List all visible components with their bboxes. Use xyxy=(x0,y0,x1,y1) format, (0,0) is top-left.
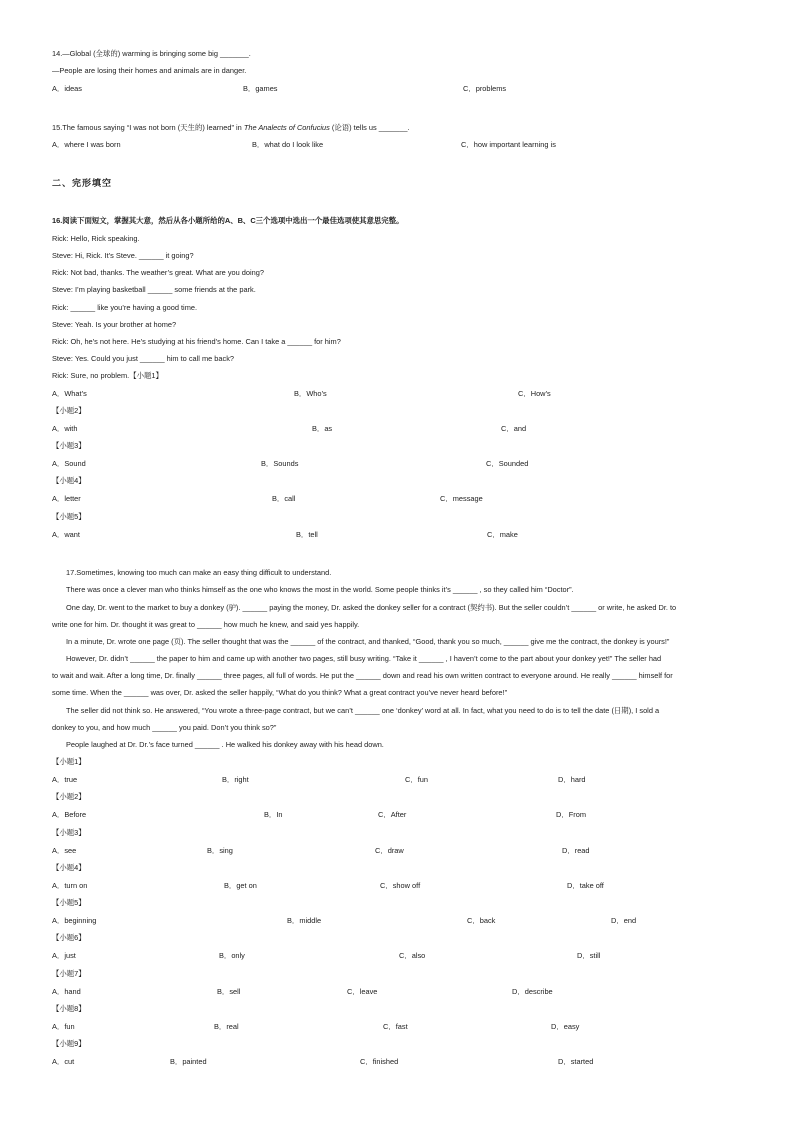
q17-item7-option-c: C．leave xyxy=(347,987,378,996)
q17-item6-option-c: C．also xyxy=(399,951,426,960)
q16-item3-option-c: C．Sounded xyxy=(486,459,529,468)
q17-passage-line: In a minute, Dr. wrote one page (页). The seller thought that was the ______ of the contract, and thanked, “Good, thank you so much, ______ give me the contract, the donkey is yours!” xyxy=(66,637,670,646)
q15-option-b: B．what do I look like xyxy=(252,140,324,149)
q16-item4-option-b: B．call xyxy=(272,494,296,503)
q16-item5-option-a: A．want xyxy=(52,530,80,539)
q16-item2-option-b: B．as xyxy=(312,424,333,433)
q16-dialogue-line: Rick: ______ like you’re having a good time. xyxy=(52,303,198,312)
q17-item1-option-a: A．true xyxy=(52,775,78,784)
q17-item7-option-a: A．hand xyxy=(52,987,81,996)
q15-option-c: C．how important learning is xyxy=(461,140,556,149)
q17-item5-option-c: C．back xyxy=(467,916,496,925)
q17-item1-option-b: B．right xyxy=(222,775,249,784)
q16-item3-option-a: A．Sound xyxy=(52,459,86,468)
q16-dialogue-line: Steve: Hi, Rick. It’s Steve. ______ it going? xyxy=(52,251,194,260)
q17-item6-option-d: D．still xyxy=(577,951,601,960)
q17-passage-line: There was once a clever man who thinks himself as the one who knows the most in the world. Some people thinks it’s ______ , so they called him “Doctor”. xyxy=(66,585,574,594)
q17-item5-label: 【小题5】 xyxy=(52,898,86,907)
q17-item5-option-b: B．middle xyxy=(287,916,322,925)
q14-option-b: B．games xyxy=(243,84,278,93)
q16-item3-label: 【小题3】 xyxy=(52,441,86,450)
q16-item2-label: 【小题2】 xyxy=(52,406,86,415)
q16-item5-label: 【小题5】 xyxy=(52,512,86,521)
q17-passage-line: 17.Sometimes, knowing too much can make an easy thing difficult to understand. xyxy=(66,568,332,577)
q17-item7-option-d: D．describe xyxy=(512,987,553,996)
q16-item4-option-c: C．message xyxy=(440,494,483,503)
q17-item9-option-d: D．started xyxy=(558,1057,594,1066)
q17-passage-line: However, Dr. didn’t ______ the paper to him and came up with another two pages, still busy writing. “Take it ______ , I haven’t come to the part about your donkey yet!” The seller had xyxy=(66,654,662,663)
q17-item5-option-d: D．end xyxy=(611,916,637,925)
q17-item4-option-a: A．turn on xyxy=(52,881,88,890)
q16-item5-option-b: B．tell xyxy=(296,530,318,539)
q17-item8-option-b: B．real xyxy=(214,1022,239,1031)
q17-item7-option-b: B．sell xyxy=(217,987,241,996)
q17-item4-label: 【小题4】 xyxy=(52,863,86,872)
q16-item4-option-a: A．letter xyxy=(52,494,81,503)
q16-item1-option-a: A．What’s xyxy=(52,389,87,398)
q16-dialogue-line: Steve: Yeah. Is your brother at home? xyxy=(52,320,177,329)
q17-item6-label: 【小题6】 xyxy=(52,933,86,942)
q17-passage-line: write one for him. Dr. thought it was great to ______ how much he knew, and said yes happily. xyxy=(52,620,360,629)
q16-item1-option-c: C．How’s xyxy=(518,389,551,398)
q16-dialogue-line: Steve: Yes. Could you just ______ him to call me back? xyxy=(52,354,235,363)
q17-item2-option-c: C．After xyxy=(378,810,407,819)
q17-passage-line: The seller did not think so. He answered, “You wrote a three-page contract, but we can’t ______ one ‘donkey’ word at all. In fact, what you need to do is to tell the date (日期), I sold a xyxy=(66,706,660,715)
q15-stem-a: 15.The famous saying “I was not born (天生的) learned” in xyxy=(52,123,244,132)
q17-item8-option-d: D．easy xyxy=(551,1022,580,1031)
q16-intro: 16.阅读下面短文，掌握其大意，然后从各小题所给的A、B、C三个选项中选出一个最佳选项使其意思完整。 xyxy=(52,216,404,225)
q16-item2-option-a: A．with xyxy=(52,424,78,433)
q17-passage-line: People laughed at Dr. Dr.’s face turned ______ . He walked his donkey away with his head down. xyxy=(66,740,384,749)
q17-item2-option-b: B．In xyxy=(264,810,283,819)
q17-passage-line: donkey to you, and how much ______ you paid. Don’t you think so?” xyxy=(52,723,277,732)
q17-item9-option-a: A．cut xyxy=(52,1057,75,1066)
q17-item3-label: 【小题3】 xyxy=(52,828,86,837)
q15-stem-b: (论语) tells us _______. xyxy=(329,123,410,132)
q17-item4-option-c: C．show off xyxy=(380,881,421,890)
q17-item1-label: 【小题1】 xyxy=(52,757,86,766)
q16-item4-label: 【小题4】 xyxy=(52,476,86,485)
q17-item9-option-c: C．finished xyxy=(360,1057,399,1066)
q17-item2-option-d: D．From xyxy=(556,810,586,819)
q17-item2-label: 【小题2】 xyxy=(52,792,86,801)
q16-item1-option-b: B．Who’s xyxy=(294,389,327,398)
q17-passage-line: some time. When the ______ was over, Dr. asked the seller happily, “What do you think? What a great contract you’ve never heard before!” xyxy=(52,688,508,697)
q14-option-a: A．ideas xyxy=(52,84,82,93)
section-heading: 二、完形填空 xyxy=(52,179,113,189)
q14-line2: —People are losing their homes and animals are in danger. xyxy=(52,66,247,75)
q17-item8-label: 【小题8】 xyxy=(52,1004,86,1013)
q17-item3-option-b: B．sing xyxy=(207,846,233,855)
q17-item6-option-b: B．only xyxy=(219,951,245,960)
q17-item4-option-d: D．take off xyxy=(567,881,604,890)
q15-option-a: A．where I was born xyxy=(52,140,121,149)
q16-dialogue-line: Rick: Oh, he’s not here. He’s studying at his friend’s home. Can I take a ______ for him? xyxy=(52,337,341,346)
q16-item3-option-b: B．Sounds xyxy=(261,459,299,468)
q16-item2-option-c: C．and xyxy=(501,424,527,433)
q17-item1-option-d: D．hard xyxy=(558,775,586,784)
q17-item4-option-b: B．get on xyxy=(224,881,257,890)
q17-item9-option-b: B．painted xyxy=(170,1057,207,1066)
q17-item8-option-a: A．fun xyxy=(52,1022,75,1031)
q17-item9-label: 【小题9】 xyxy=(52,1039,86,1048)
q16-dialogue-line: Rick: Sure, no problem.【小题1】 xyxy=(52,371,163,380)
q17-item3-option-a: A．see xyxy=(52,846,77,855)
q16-dialogue-line: Rick: Not bad, thanks. The weather’s great. What are you doing? xyxy=(52,268,264,277)
q17-passage-line: One day, Dr. went to the market to buy a donkey (驴). ______ paying the money, Dr. asked the donkey seller for a contract (契约书). But the seller couldn’t ______ or write, he asked Dr. to xyxy=(66,603,677,612)
q17-item1-option-c: C．fun xyxy=(405,775,429,784)
q17-item8-option-c: C．fast xyxy=(383,1022,408,1031)
q17-item6-option-a: A．just xyxy=(52,951,76,960)
q14-option-c: C．problems xyxy=(463,84,507,93)
q16-item5-option-c: C．make xyxy=(487,530,518,539)
q17-item3-option-d: D．read xyxy=(562,846,590,855)
q15-stem xyxy=(52,123,410,133)
q17-item7-label: 【小题7】 xyxy=(52,969,86,978)
q16-dialogue-line: Steve: I’m playing basketball ______ some friends at the park. xyxy=(52,285,256,294)
q17-item5-option-a: A．beginning xyxy=(52,916,97,925)
q14-stem: 14.—Global (全球的) warming is bringing some big _______. xyxy=(52,49,251,58)
q17-item2-option-a: A．Before xyxy=(52,810,87,819)
q17-passage-line: to wait and wait. After a long time, Dr. finally ______ three pages, all full of words. He put the ______ down and read his own written contract to everyone around. He really ______ himself for xyxy=(52,671,673,680)
q17-item3-option-c: C．draw xyxy=(375,846,404,855)
q16-dialogue-line: Rick: Hello, Rick speaking. xyxy=(52,234,140,243)
q15-book-title: The Analects of Confucius xyxy=(243,123,330,132)
